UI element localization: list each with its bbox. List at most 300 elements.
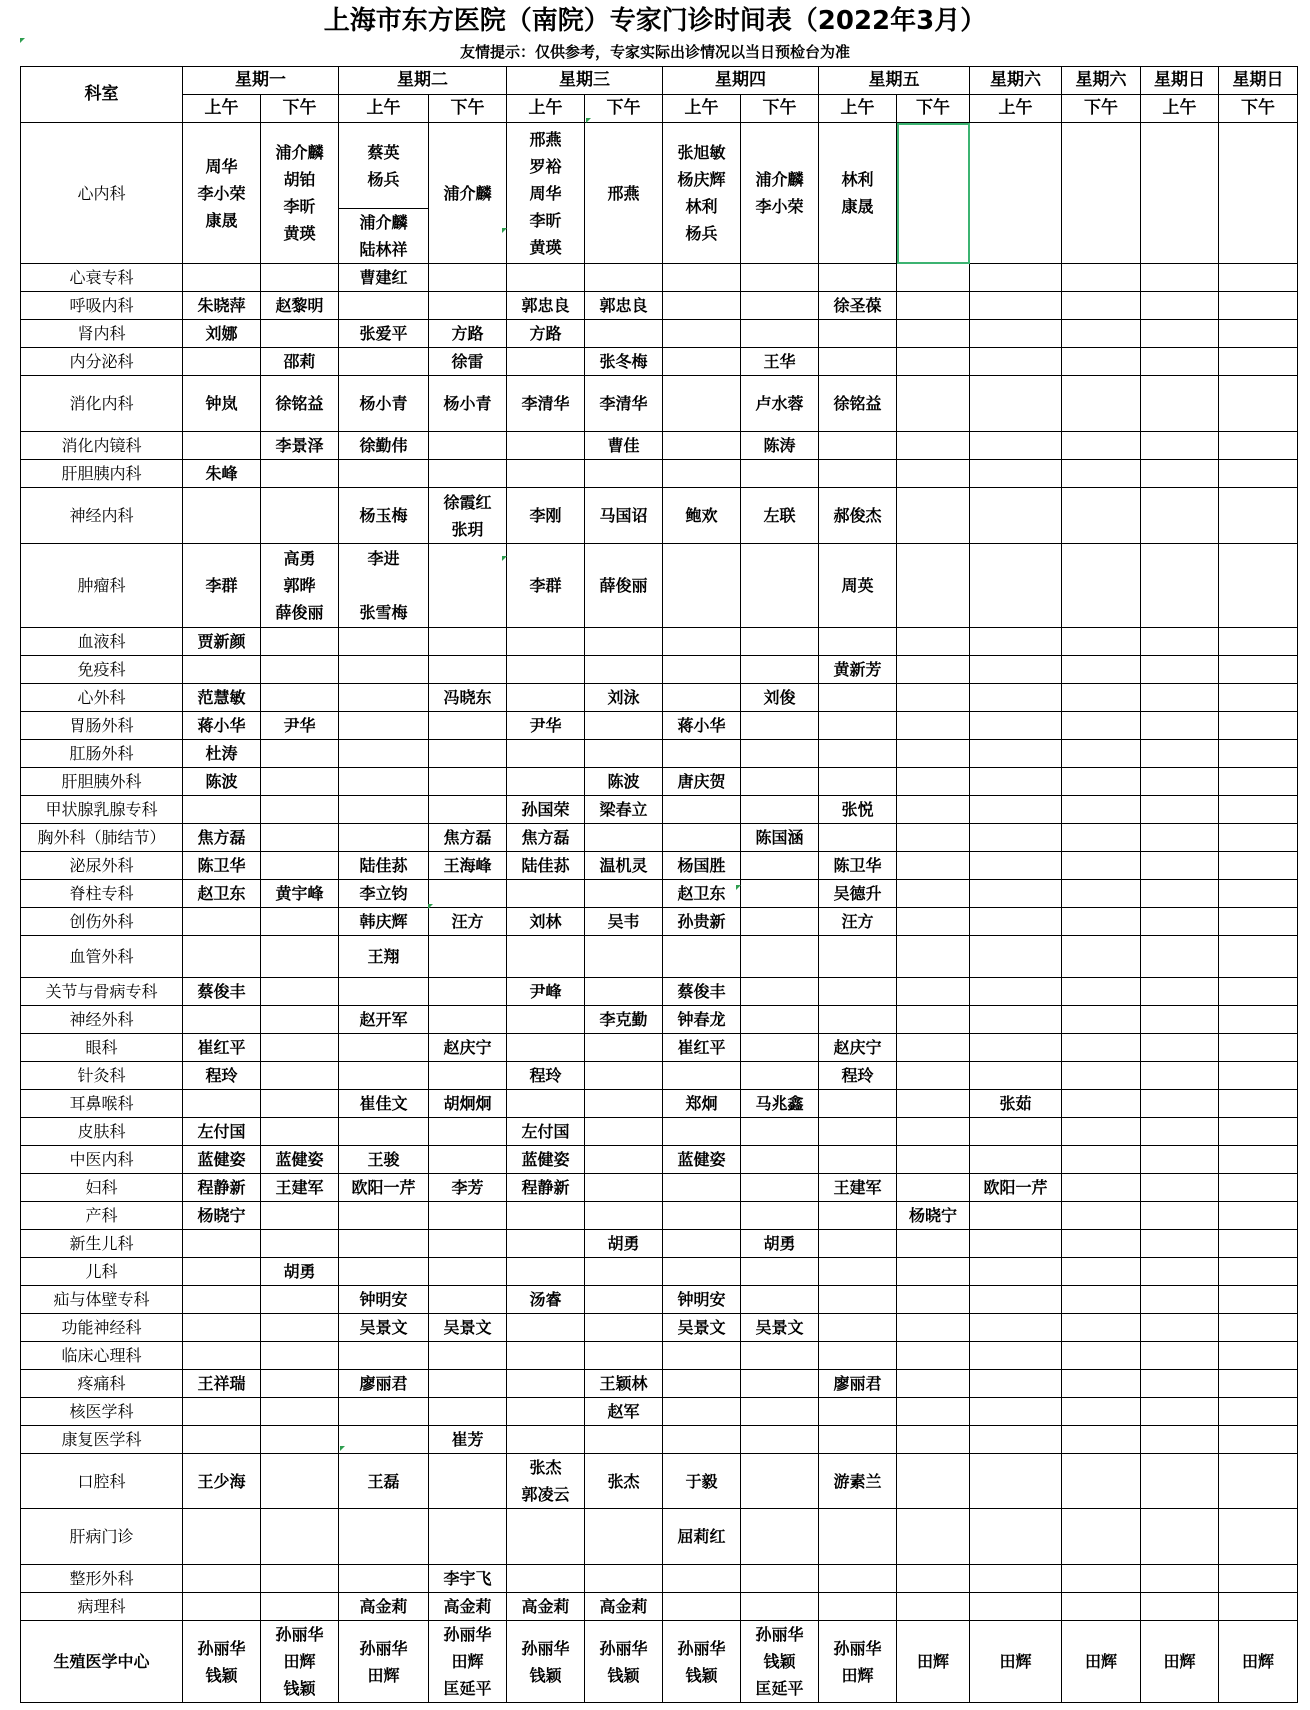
schedule-cell[interactable] (1062, 1118, 1141, 1146)
schedule-cell[interactable] (1219, 908, 1298, 936)
schedule-cell[interactable]: 程玲 (507, 1062, 585, 1090)
schedule-cell[interactable] (1219, 1426, 1298, 1454)
schedule-cell[interactable]: 王翔 (339, 936, 429, 978)
schedule-cell[interactable] (1141, 1286, 1219, 1314)
schedule-cell[interactable] (970, 264, 1062, 292)
schedule-cell[interactable] (741, 656, 819, 684)
schedule-cell[interactable] (1062, 1230, 1141, 1258)
schedule-cell[interactable]: 左付国 (183, 1118, 261, 1146)
schedule-cell[interactable] (429, 1398, 507, 1426)
schedule-cell[interactable] (429, 460, 507, 488)
schedule-cell[interactable] (1062, 1370, 1141, 1398)
schedule-cell[interactable] (261, 1426, 339, 1454)
schedule-cell[interactable] (507, 1370, 585, 1398)
schedule-cell[interactable]: 蓝健姿 (663, 1146, 741, 1174)
schedule-cell[interactable] (970, 1370, 1062, 1398)
schedule-cell[interactable]: 杨小青 (339, 376, 429, 432)
schedule-cell[interactable] (741, 1174, 819, 1202)
schedule-cell[interactable] (339, 1342, 429, 1370)
schedule-cell[interactable]: 钟岚 (183, 376, 261, 432)
schedule-cell[interactable]: 王骏 (339, 1146, 429, 1174)
schedule-cell[interactable] (970, 1565, 1062, 1593)
schedule-cell[interactable] (1141, 768, 1219, 796)
schedule-cell[interactable] (507, 740, 585, 768)
schedule-cell[interactable]: 程玲 (183, 1062, 261, 1090)
schedule-cell[interactable]: 李刚 (507, 488, 585, 544)
schedule-cell[interactable]: 焦方磊 (429, 824, 507, 852)
schedule-cell[interactable] (1219, 852, 1298, 880)
schedule-cell[interactable] (741, 936, 819, 978)
schedule-cell[interactable] (1141, 1565, 1219, 1593)
schedule-cell[interactable] (1141, 1398, 1219, 1426)
schedule-cell[interactable]: 邢燕 (585, 123, 663, 264)
schedule-cell[interactable] (897, 292, 970, 320)
schedule-cell[interactable] (507, 656, 585, 684)
schedule-cell[interactable] (663, 1398, 741, 1426)
schedule-cell[interactable] (339, 1118, 429, 1146)
schedule-cell[interactable] (897, 628, 970, 656)
schedule-cell[interactable] (970, 292, 1062, 320)
schedule-cell[interactable] (1141, 936, 1219, 978)
schedule-cell[interactable] (183, 1314, 261, 1342)
schedule-cell[interactable] (819, 1509, 897, 1565)
schedule-cell[interactable] (970, 1286, 1062, 1314)
schedule-cell[interactable] (1219, 348, 1298, 376)
schedule-cell[interactable] (663, 376, 741, 432)
schedule-cell[interactable] (261, 1454, 339, 1509)
schedule-cell[interactable]: 王建军 (819, 1174, 897, 1202)
schedule-cell[interactable] (741, 292, 819, 320)
schedule-cell[interactable] (1141, 488, 1219, 544)
schedule-cell[interactable] (507, 1509, 585, 1565)
schedule-cell[interactable]: 杨小青 (429, 376, 507, 432)
schedule-cell[interactable] (261, 1398, 339, 1426)
schedule-cell[interactable]: 王磊 (339, 1454, 429, 1509)
schedule-cell[interactable] (1219, 320, 1298, 348)
schedule-cell[interactable] (1141, 376, 1219, 432)
schedule-cell[interactable] (897, 1034, 970, 1062)
schedule-cell[interactable]: 钟明安 (339, 1286, 429, 1314)
schedule-cell[interactable]: 李宇飞 (429, 1565, 507, 1593)
schedule-cell[interactable] (261, 320, 339, 348)
schedule-cell[interactable]: 焦方磊 (507, 824, 585, 852)
schedule-cell[interactable]: 韩庆辉 (339, 908, 429, 936)
schedule-cell[interactable] (1141, 1090, 1219, 1118)
schedule-cell[interactable]: 胡勇 (261, 1258, 339, 1286)
schedule-cell[interactable] (1141, 1062, 1219, 1090)
schedule-cell[interactable]: 卢水蓉 (741, 376, 819, 432)
schedule-cell[interactable] (1062, 628, 1141, 656)
schedule-cell[interactable] (970, 796, 1062, 824)
schedule-cell[interactable] (339, 740, 429, 768)
schedule-cell[interactable] (897, 1090, 970, 1118)
schedule-cell[interactable] (741, 1006, 819, 1034)
schedule-cell[interactable] (1141, 1006, 1219, 1034)
schedule-cell[interactable] (339, 768, 429, 796)
schedule-cell[interactable]: 徐铭益 (819, 376, 897, 432)
schedule-cell[interactable] (585, 1314, 663, 1342)
schedule-cell[interactable] (1141, 1593, 1219, 1621)
schedule-cell[interactable] (897, 1006, 970, 1034)
schedule-cell[interactable] (1219, 656, 1298, 684)
schedule-cell[interactable]: 张冬梅 (585, 348, 663, 376)
schedule-cell[interactable] (1062, 1090, 1141, 1118)
schedule-cell[interactable] (339, 656, 429, 684)
schedule-cell[interactable] (819, 1230, 897, 1258)
schedule-cell[interactable]: 崔芳 (429, 1426, 507, 1454)
schedule-cell[interactable] (1062, 123, 1141, 264)
schedule-cell[interactable] (1141, 712, 1219, 740)
schedule-cell[interactable] (663, 796, 741, 824)
schedule-cell[interactable]: 孙丽华 钱颖 (183, 1621, 261, 1703)
schedule-cell[interactable]: 王海峰 (429, 852, 507, 880)
schedule-cell[interactable] (897, 1118, 970, 1146)
schedule-cell[interactable]: 张杰 郭凌云 (507, 1454, 585, 1509)
schedule-cell[interactable] (1062, 1174, 1141, 1202)
schedule-cell[interactable] (339, 292, 429, 320)
schedule-cell[interactable] (339, 1034, 429, 1062)
schedule-cell[interactable] (1062, 1398, 1141, 1426)
schedule-cell[interactable] (1141, 796, 1219, 824)
schedule-cell[interactable]: 蓝健姿 (507, 1146, 585, 1174)
schedule-cell[interactable]: 胡勇 (585, 1230, 663, 1258)
schedule-cell[interactable] (819, 432, 897, 460)
schedule-cell[interactable] (819, 1146, 897, 1174)
schedule-cell[interactable]: 张旭敏 杨庆辉 林利 杨兵 (663, 123, 741, 264)
schedule-cell[interactable] (1062, 824, 1141, 852)
schedule-cell[interactable] (970, 1118, 1062, 1146)
schedule-cell[interactable] (1141, 460, 1219, 488)
schedule-cell[interactable] (507, 936, 585, 978)
schedule-cell[interactable] (585, 740, 663, 768)
schedule-cell[interactable]: 邢燕 罗裕 周华 李昕 黄瑛 (507, 123, 585, 264)
schedule-cell[interactable] (261, 768, 339, 796)
schedule-cell[interactable] (183, 908, 261, 936)
schedule-cell[interactable] (1062, 348, 1141, 376)
schedule-cell[interactable] (429, 978, 507, 1006)
schedule-cell[interactable] (1141, 656, 1219, 684)
schedule-cell[interactable]: 林利 康晟 (819, 123, 897, 264)
schedule-cell[interactable]: 尹峰 (507, 978, 585, 1006)
schedule-cell[interactable]: 孙丽华 钱颖 匡延平 (741, 1621, 819, 1703)
schedule-cell[interactable] (507, 1034, 585, 1062)
schedule-cell[interactable] (1141, 1426, 1219, 1454)
schedule-cell[interactable]: 陈涛 (741, 432, 819, 460)
schedule-cell[interactable]: 尹华 (507, 712, 585, 740)
schedule-cell[interactable] (1141, 824, 1219, 852)
schedule-cell[interactable] (1219, 1118, 1298, 1146)
schedule-cell[interactable] (663, 1370, 741, 1398)
schedule-cell[interactable]: 欧阳一芹 (970, 1174, 1062, 1202)
schedule-cell[interactable] (1219, 1286, 1298, 1314)
schedule-cell[interactable]: 王华 (741, 348, 819, 376)
schedule-cell[interactable] (1141, 1230, 1219, 1258)
schedule-cell[interactable]: 程静新 (507, 1174, 585, 1202)
schedule-cell[interactable] (429, 432, 507, 460)
schedule-cell[interactable] (1141, 320, 1219, 348)
schedule-cell[interactable] (970, 852, 1062, 880)
schedule-cell[interactable] (741, 740, 819, 768)
schedule-cell[interactable] (819, 1314, 897, 1342)
schedule-cell[interactable] (1219, 1146, 1298, 1174)
schedule-cell[interactable] (741, 1370, 819, 1398)
schedule-cell[interactable] (1219, 376, 1298, 432)
schedule-cell[interactable] (1141, 264, 1219, 292)
schedule-cell[interactable] (1219, 1202, 1298, 1230)
schedule-cell[interactable]: 蒋小华 (663, 712, 741, 740)
schedule-cell[interactable] (1062, 908, 1141, 936)
schedule-cell[interactable]: 欧阳一芹 (339, 1174, 429, 1202)
schedule-cell[interactable]: 胡炯炯 (429, 1090, 507, 1118)
schedule-cell[interactable] (261, 852, 339, 880)
schedule-cell[interactable] (183, 936, 261, 978)
schedule-cell[interactable] (897, 123, 970, 264)
schedule-cell[interactable] (819, 460, 897, 488)
schedule-cell[interactable] (970, 1202, 1062, 1230)
schedule-cell[interactable] (1062, 1314, 1141, 1342)
schedule-cell[interactable]: 朱峰 (183, 460, 261, 488)
schedule-cell[interactable] (429, 656, 507, 684)
schedule-cell[interactable] (507, 1426, 585, 1454)
schedule-cell[interactable] (1219, 740, 1298, 768)
schedule-cell[interactable] (429, 1006, 507, 1034)
schedule-cell[interactable] (339, 978, 429, 1006)
schedule-cell[interactable] (507, 1090, 585, 1118)
schedule-cell[interactable] (663, 628, 741, 656)
schedule-cell[interactable]: 李芳 (429, 1174, 507, 1202)
schedule-cell[interactable]: 黄宇峰 (261, 880, 339, 908)
schedule-cell[interactable] (585, 712, 663, 740)
schedule-cell[interactable] (429, 1062, 507, 1090)
schedule-cell[interactable]: 孙贵新 (663, 908, 741, 936)
schedule-cell[interactable] (1141, 544, 1219, 628)
schedule-cell[interactable] (585, 1034, 663, 1062)
schedule-cell[interactable] (741, 628, 819, 656)
schedule-cell[interactable] (507, 628, 585, 656)
schedule-cell[interactable]: 方路 (507, 320, 585, 348)
schedule-cell[interactable] (429, 1509, 507, 1565)
schedule-cell[interactable]: 屈莉红 (663, 1509, 741, 1565)
schedule-cell[interactable]: 程玲 (819, 1062, 897, 1090)
schedule-cell[interactable] (507, 1202, 585, 1230)
schedule-cell[interactable] (663, 740, 741, 768)
schedule-cell[interactable] (261, 1230, 339, 1258)
schedule-cell[interactable] (819, 1342, 897, 1370)
schedule-cell[interactable] (1219, 488, 1298, 544)
schedule-cell[interactable] (970, 1509, 1062, 1565)
schedule-cell[interactable]: 高金莉 (585, 1593, 663, 1621)
schedule-cell[interactable]: 郭忠良 (585, 292, 663, 320)
schedule-cell[interactable] (819, 1398, 897, 1426)
schedule-cell[interactable] (970, 320, 1062, 348)
schedule-cell[interactable]: 刘泳 (585, 684, 663, 712)
schedule-cell[interactable] (819, 1202, 897, 1230)
schedule-cell[interactable] (819, 684, 897, 712)
schedule-cell[interactable] (339, 1258, 429, 1286)
schedule-cell[interactable]: 郭忠良 (507, 292, 585, 320)
schedule-cell[interactable] (585, 1146, 663, 1174)
schedule-cell[interactable] (585, 628, 663, 656)
schedule-cell[interactable] (897, 1370, 970, 1398)
schedule-cell[interactable] (1219, 292, 1298, 320)
schedule-cell[interactable] (507, 264, 585, 292)
schedule-cell[interactable]: 程静新 (183, 1174, 261, 1202)
schedule-cell[interactable]: 徐铭益 (261, 376, 339, 432)
schedule-cell[interactable] (429, 1454, 507, 1509)
schedule-cell[interactable] (339, 1202, 429, 1230)
schedule-cell[interactable] (897, 1314, 970, 1342)
schedule-cell[interactable] (897, 1593, 970, 1621)
schedule-cell[interactable]: 蒋小华 (183, 712, 261, 740)
schedule-cell[interactable]: 曹佳 (585, 432, 663, 460)
schedule-cell[interactable]: 钟春龙 (663, 1006, 741, 1034)
schedule-cell[interactable] (429, 1118, 507, 1146)
schedule-cell[interactable] (585, 1509, 663, 1565)
schedule-cell[interactable] (429, 264, 507, 292)
schedule-cell[interactable] (1062, 1342, 1141, 1370)
schedule-cell[interactable] (663, 656, 741, 684)
schedule-cell[interactable]: 梁春立 (585, 796, 663, 824)
schedule-cell[interactable] (897, 908, 970, 936)
schedule-cell[interactable]: 薛俊丽 (585, 544, 663, 628)
schedule-cell[interactable] (1062, 656, 1141, 684)
schedule-cell[interactable] (970, 656, 1062, 684)
schedule-cell[interactable]: 黄新芳 (819, 656, 897, 684)
schedule-cell[interactable] (183, 264, 261, 292)
schedule-cell[interactable] (897, 1286, 970, 1314)
schedule-cell[interactable]: 郝俊杰 (819, 488, 897, 544)
schedule-cell[interactable]: 陈波 (183, 768, 261, 796)
schedule-cell[interactable] (819, 628, 897, 656)
schedule-cell[interactable] (1219, 1370, 1298, 1398)
schedule-cell[interactable] (663, 320, 741, 348)
schedule-cell[interactable] (1141, 123, 1219, 264)
schedule-cell[interactable] (741, 880, 819, 908)
schedule-cell[interactable] (741, 1342, 819, 1370)
schedule-cell[interactable]: 蔡俊丰 (663, 978, 741, 1006)
schedule-cell[interactable] (1219, 1593, 1298, 1621)
schedule-cell[interactable]: 崔红平 (663, 1034, 741, 1062)
schedule-cell[interactable] (1062, 1286, 1141, 1314)
schedule-cell[interactable] (663, 684, 741, 712)
schedule-cell[interactable]: 浦介麟 李小荣 (741, 123, 819, 264)
schedule-cell[interactable] (585, 1062, 663, 1090)
schedule-cell[interactable] (663, 460, 741, 488)
schedule-cell[interactable]: 陈波 (585, 768, 663, 796)
schedule-cell[interactable]: 蔡俊丰 (183, 978, 261, 1006)
schedule-cell[interactable] (507, 1398, 585, 1426)
schedule-cell[interactable] (970, 1006, 1062, 1034)
schedule-cell[interactable] (1062, 1006, 1141, 1034)
schedule-cell[interactable] (819, 1006, 897, 1034)
schedule-cell[interactable] (970, 348, 1062, 376)
schedule-cell[interactable] (741, 1509, 819, 1565)
schedule-cell[interactable] (741, 1062, 819, 1090)
schedule-cell[interactable]: 李群 (183, 544, 261, 628)
schedule-cell[interactable]: 方路 (429, 320, 507, 348)
schedule-cell[interactable]: 李克勤 (585, 1006, 663, 1034)
schedule-cell[interactable] (1219, 1314, 1298, 1342)
schedule-cell[interactable] (970, 978, 1062, 1006)
schedule-cell[interactable] (897, 432, 970, 460)
schedule-cell[interactable]: 周英 (819, 544, 897, 628)
schedule-cell[interactable] (429, 628, 507, 656)
schedule-cell[interactable]: 周华 李小荣 康晟 (183, 123, 261, 264)
schedule-cell[interactable] (261, 1370, 339, 1398)
schedule-cell[interactable] (897, 460, 970, 488)
schedule-cell[interactable]: 王建军 (261, 1174, 339, 1202)
schedule-cell[interactable]: 王祥瑞 (183, 1370, 261, 1398)
schedule-cell[interactable] (741, 712, 819, 740)
schedule-cell[interactable] (819, 1426, 897, 1454)
schedule-cell[interactable]: 田辉 (1141, 1621, 1219, 1703)
schedule-cell[interactable]: 王少海 (183, 1454, 261, 1509)
schedule-cell[interactable] (585, 1342, 663, 1370)
schedule-cell[interactable] (897, 1565, 970, 1593)
schedule-cell[interactable]: 吴景文 (339, 1314, 429, 1342)
schedule-cell[interactable] (897, 1342, 970, 1370)
schedule-cell[interactable]: 马兆鑫 (741, 1090, 819, 1118)
schedule-cell[interactable]: 焦方磊 (183, 824, 261, 852)
schedule-cell[interactable] (897, 852, 970, 880)
schedule-cell[interactable] (1219, 1342, 1298, 1370)
schedule-cell[interactable] (897, 1062, 970, 1090)
schedule-cell[interactable] (183, 1090, 261, 1118)
schedule-cell[interactable]: 吴景文 (741, 1314, 819, 1342)
schedule-cell[interactable]: 冯晓东 (429, 684, 507, 712)
schedule-cell[interactable] (507, 432, 585, 460)
schedule-cell[interactable] (1141, 1370, 1219, 1398)
schedule-cell[interactable]: 赵卫东 (183, 880, 261, 908)
schedule-cell[interactable] (339, 824, 429, 852)
schedule-cell[interactable] (507, 880, 585, 908)
schedule-cell[interactable] (970, 740, 1062, 768)
schedule-cell[interactable] (1062, 1426, 1141, 1454)
schedule-cell[interactable] (741, 1398, 819, 1426)
schedule-cell[interactable] (663, 1342, 741, 1370)
schedule-cell[interactable] (261, 684, 339, 712)
schedule-cell[interactable] (585, 880, 663, 908)
schedule-cell[interactable] (1219, 1565, 1298, 1593)
schedule-cell[interactable] (741, 1146, 819, 1174)
schedule-cell[interactable] (970, 1146, 1062, 1174)
schedule-cell[interactable] (507, 1342, 585, 1370)
schedule-cell[interactable] (663, 1593, 741, 1621)
schedule-cell[interactable] (429, 740, 507, 768)
schedule-cell[interactable] (1062, 768, 1141, 796)
schedule-cell[interactable] (1219, 432, 1298, 460)
schedule-cell[interactable] (897, 824, 970, 852)
schedule-cell[interactable] (897, 544, 970, 628)
schedule-cell[interactable] (1062, 1509, 1141, 1565)
schedule-cell[interactable] (429, 1258, 507, 1286)
schedule-cell[interactable] (183, 432, 261, 460)
schedule-cell[interactable] (507, 348, 585, 376)
schedule-cell[interactable]: 孙国荣 (507, 796, 585, 824)
schedule-cell[interactable]: 游素兰 (819, 1454, 897, 1509)
schedule-cell[interactable] (585, 1426, 663, 1454)
schedule-cell[interactable] (429, 1146, 507, 1174)
schedule-cell[interactable] (1062, 1034, 1141, 1062)
schedule-cell[interactable] (183, 1398, 261, 1426)
schedule-cell[interactable] (261, 1593, 339, 1621)
schedule-cell[interactable] (1219, 1509, 1298, 1565)
schedule-cell[interactable] (429, 936, 507, 978)
schedule-cell[interactable]: 田辉 (970, 1621, 1062, 1703)
schedule-cell[interactable] (970, 1034, 1062, 1062)
schedule-cell[interactable] (1062, 936, 1141, 978)
schedule-cell[interactable] (1219, 1174, 1298, 1202)
